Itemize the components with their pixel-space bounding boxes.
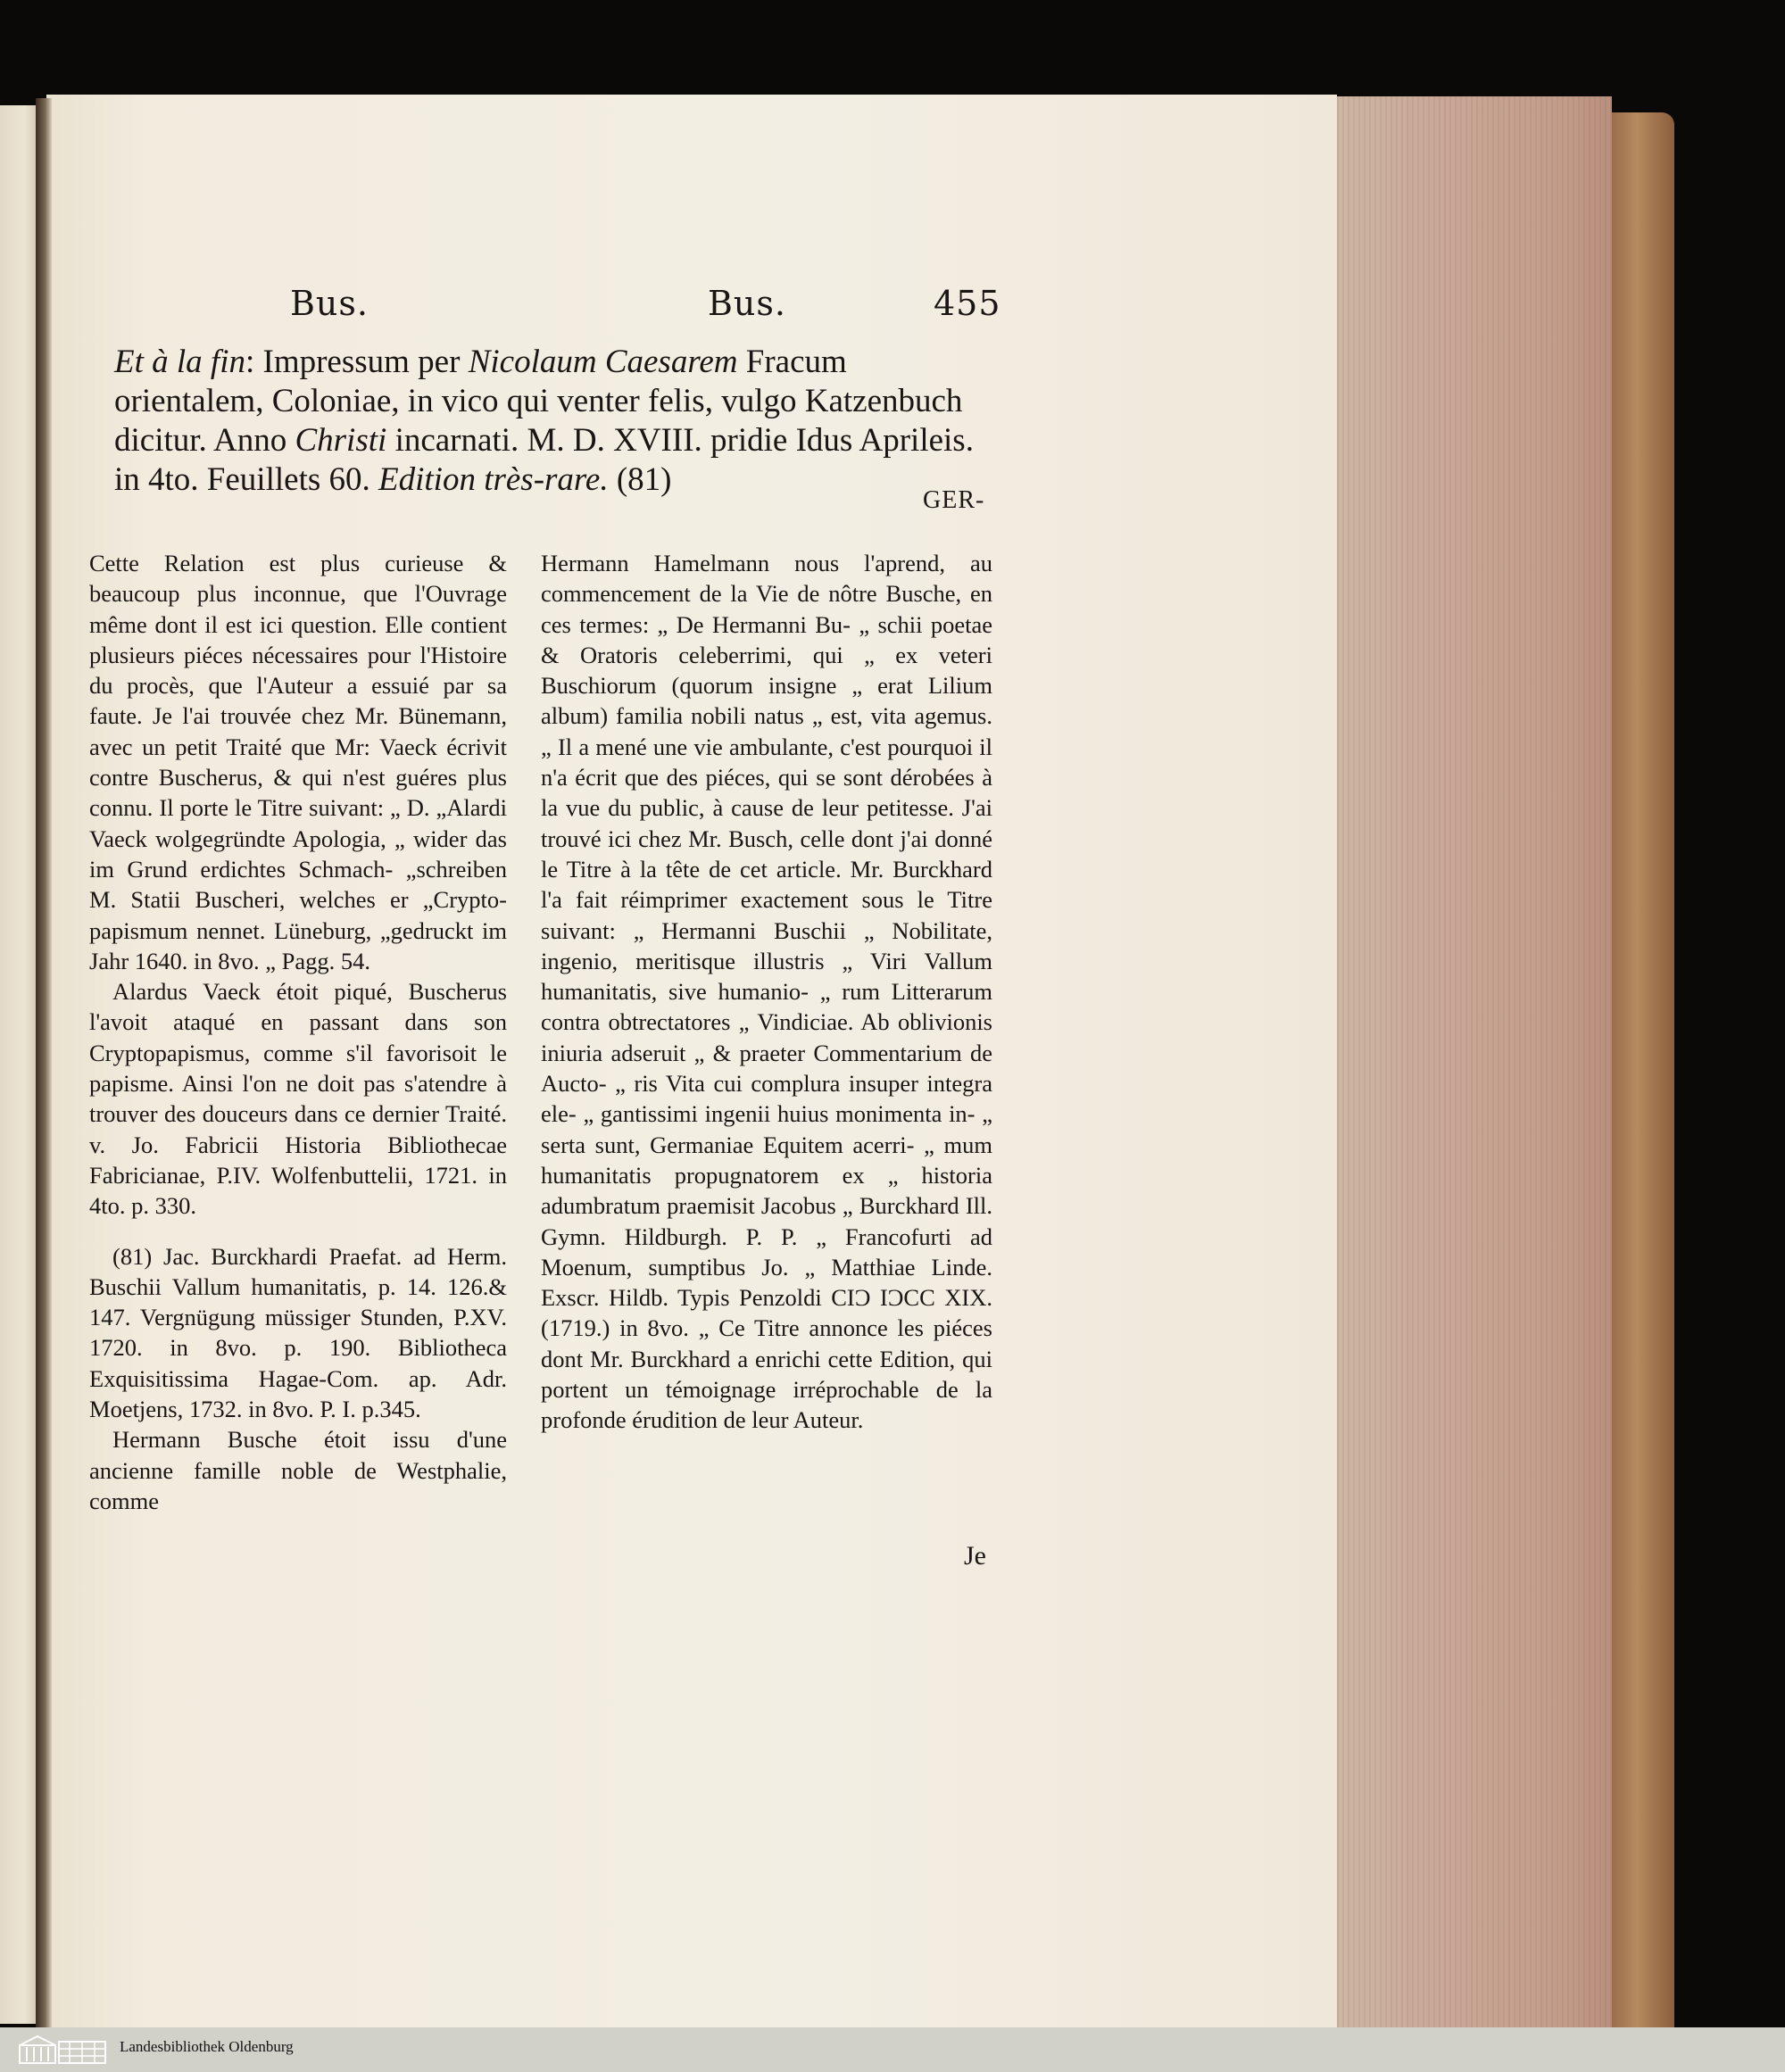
footnote-gap <box>89 1222 507 1241</box>
running-head-left: Bus. <box>290 284 369 323</box>
page-number: 455 <box>934 284 1001 323</box>
headline-printer-name: Nicolaum Caesarem <box>468 344 738 380</box>
library-name: Landesbibliothek Oldenburg <box>120 2038 294 2055</box>
headline-part-3: incarnati. M. D. XVIII. pridie Idus Aprileis. in 4to. Feuillets 60. <box>114 422 974 498</box>
left-column <box>89 548 507 1516</box>
imprint-headline <box>114 343 998 500</box>
left-paragraph-2: Alardus Vaeck étoit piqué, Buscherus l'avoit ataqué en passant dans son Cryptopapismus, comme s'il favorisoit le papisme. Ainsi l'on ne doit pas s'atendre à trouver des douceurs dans ce dernier Traité. v. Jo. Fabricii Historia Bibliothecae Fabricianae, P.IV. Wolfenbuttelii, 1721. in 4to. p. 330. <box>89 978 507 1220</box>
right-column <box>541 548 992 1436</box>
library-building-logo <box>11 2033 111 2067</box>
leather-cover-board <box>1612 112 1674 2027</box>
right-paragraph-1: Hermann Hamelmann nous l'aprend, au commencement de la Vie de nôtre Busche, en ces termes: „ De Hermanni Bu- „ schii poetae & Oratoris celeberrimi, qui „ ex veteri Buschiorum (quorum insigne „ erat Lilium album) familia nobili natus „ est, vita agemus. „ Il a mené une vie ambulante, c'est pourquoi il n'a écrit que des piéces, qui se sont dérobées à la vue du public, à cause de leur petitesse. J'ai trouvé ici chez Mr. Busch, celle dont j'ai donné le Titre à la tête de cet article. Mr. Burckhard l'a fait réimprimer exactement sous le Titre suivant: „ Hermanni Buschii „ Nobilitate, ingenio, meritisque illustris „ Viri Vallum humanitatis, sive humanio- „ rum Litterarum contra obtrectatores „ Vindiciae. Ab oblivionis iniuria adseruit „ & praeter Commentarium de Aucto- „ ris Vita cui complura insuper integra ele- „ gantissimi ingenii huius monimenta in- „ serta sunt, Germaniae Equitem acerri- „ mum humanitatis propugnatorem ex „ historia adumbratum praemisit Jacobus „ Burckhard Ill. Gymn. Hildburgh. P. P. „ Francofurti ad Moenum, sumptibus Jo. „ Matthiae Linde. Exscr. Hildb. Typis Penzoldi CIƆ IƆCC XIX. (1719.) in 8vo. „ Ce Titre annonce les piéces dont Mr. Burckhard a enrichi cette Edition, qui portent un témoignage irréprochable de la profonde érudition de leur Auteur. <box>541 550 992 1434</box>
headline-edition-note: Edition très-rare. <box>378 461 609 498</box>
left-paragraph-3: Hermann Busche étoit issu d'une ancienne famille noble de Westphalie, comme <box>89 1426 507 1514</box>
headline-christi: Christi <box>295 422 387 459</box>
headline-part-2: Fracum orientalem, Coloniae, in vico qui venter felis, vulgo Katzenbuch dicitur. Anno <box>114 344 963 459</box>
page-block-fore-edge <box>1337 96 1612 2027</box>
footnote-81: (81) Jac. Burckhardi Praefat. ad Herm. Buschii Vallum humanitatis, p. 14. 126.& 147. Vergnügung müssiger Stunden, P.XV. 1720. in 8vo. p. 190. Bibliotheca Exquisitissima Hagae-Com. ap. Adr. Moetjens, 1732. in 8vo. P. I. p.345. <box>89 1242 507 1423</box>
catchword-top: GER- <box>923 486 985 514</box>
left-paragraph-1: Cette Relation est plus curieuse & beaucoup plus inconnue, que l'Ouvrage même dont il est ici question. Elle contient plusieurs piéces nécessaires pour l'Histoire du procès, que l'Auteur a essuié par sa faute. Je l'ai trouvée chez Mr. Bünemann, avec un petit Traité que Mr: Vaeck écrivit contre Buscherus, & qui n'est guéres plus connu. Il porte le Titre suivant: „ D. „Alardi Vaeck wolgegründte Apologia, „ wider das im Grund erdichtes Schmach- „schreiben M. Statii Buscheri, welches er „Crypto-papismum nennet. Lüneburg, „gedruckt im Jahr 1640. in 8vo. „ Pagg. 54. <box>89 550 507 974</box>
library-footer-bar <box>0 2027 1785 2072</box>
catchword-bottom: Je <box>964 1541 986 1571</box>
headline-lead: Et à la fin <box>114 344 245 380</box>
running-head-center: Bus. <box>708 284 786 323</box>
headline-footnote-ref: (81) <box>608 461 672 498</box>
headline-part-1: : Impressum per <box>245 344 469 380</box>
gutter-shadow <box>36 98 52 2027</box>
